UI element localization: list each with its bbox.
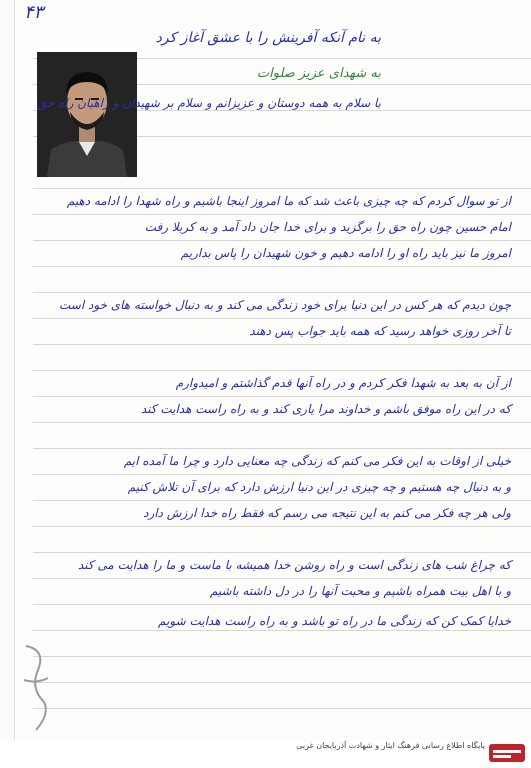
ruled-line [33,344,531,345]
text-line: که در این راه موفق باشم و خداوند مرا یاری کند و به راه راست هدایت کند [140,402,511,416]
text-line: امروز ما نیز باید راه او را ادامه دهیم و خون شهیدان را پاس بداریم [180,246,511,260]
text-line: خدایا کمک کن که زندگی ما در راه تو باشد و به راه راست هدایت شویم [158,614,511,628]
ruled-line [33,240,531,241]
ruled-line [33,578,531,579]
site-footer [0,740,531,768]
ruled-line [33,396,531,397]
text-line: خیلی از اوقات به این فکر می کنم که زندگی چه معنایی دارد و چرا ما آمده ایم [123,454,511,468]
page-number: ۴۳ [24,2,44,23]
pencil-mark-icon [18,640,54,740]
ruled-line [33,188,531,189]
text-line: تا آخر روزی خواهد رسید که همه باید جواب پس دهند [249,324,511,338]
ruled-line [33,552,531,553]
ruled-line [33,656,531,657]
ruled-line [33,526,531,527]
text-line: و به دنبال چه هستیم و چه چیزی در این دنیا ارزش دارد که برای آن تلاش کنیم [127,480,511,494]
text-line: ولی هر چه فکر می کنم به این نتیجه می رسم که فقط راه خدا ارزش دارد [143,506,511,520]
text-line: و با اهل بیت همراه باشیم و محبت آنها را در دل داشته باشیم [209,584,511,598]
ruled-line [33,266,531,267]
ruled-line [33,474,531,475]
ruled-line [33,708,531,709]
portrait-photo [37,52,137,177]
ruled-line [33,630,531,631]
footer-source-text: پایگاه اطلاع رسانی فرهنگ ایثار و شهادت آذربایجان غربی [296,741,485,750]
ruled-line [33,500,531,501]
ruled-line [33,370,531,371]
ruled-line [33,682,531,683]
navid-shahed-logo-icon [489,742,525,764]
greeting-line: با سلام به همه دوستان و عزیزانم و سلام بر شهیدان و راهیان راه حق [36,96,381,110]
ruled-line [33,214,531,215]
ruled-line [33,292,531,293]
ruled-line [33,448,531,449]
dedication-line: به شهدای عزیز صلوات [256,66,381,81]
text-line: از آن به بعد به شهدا فکر کردم و در راه آنها قدم گذاشتم و امیدوارم [175,376,511,390]
text-line: امام حسین چون راه حق را برگزید و برای خدا جان داد آمد و به کربلا رفت [144,220,511,234]
text-line: چون دیدم که هر کس در این دنیا برای خود زندگی می کند و به دنبال خواسته های خود است [58,298,511,312]
ruled-line [33,604,531,605]
text-line: از تو سوال کردم که چه چیزی باعث شد که ما امروز اینجا باشیم و راه شهدا را ادامه دهیم [66,194,511,208]
ruled-line [33,422,531,423]
letter-heading: به نام آنکه آفرینش را با عشق آغاز کرد [155,30,381,46]
ruled-line [33,318,531,319]
text-line: که چراغ شب های زندگی است و راه روشن خدا همیشه با ماست و ما را هدایت می کند [77,558,511,572]
